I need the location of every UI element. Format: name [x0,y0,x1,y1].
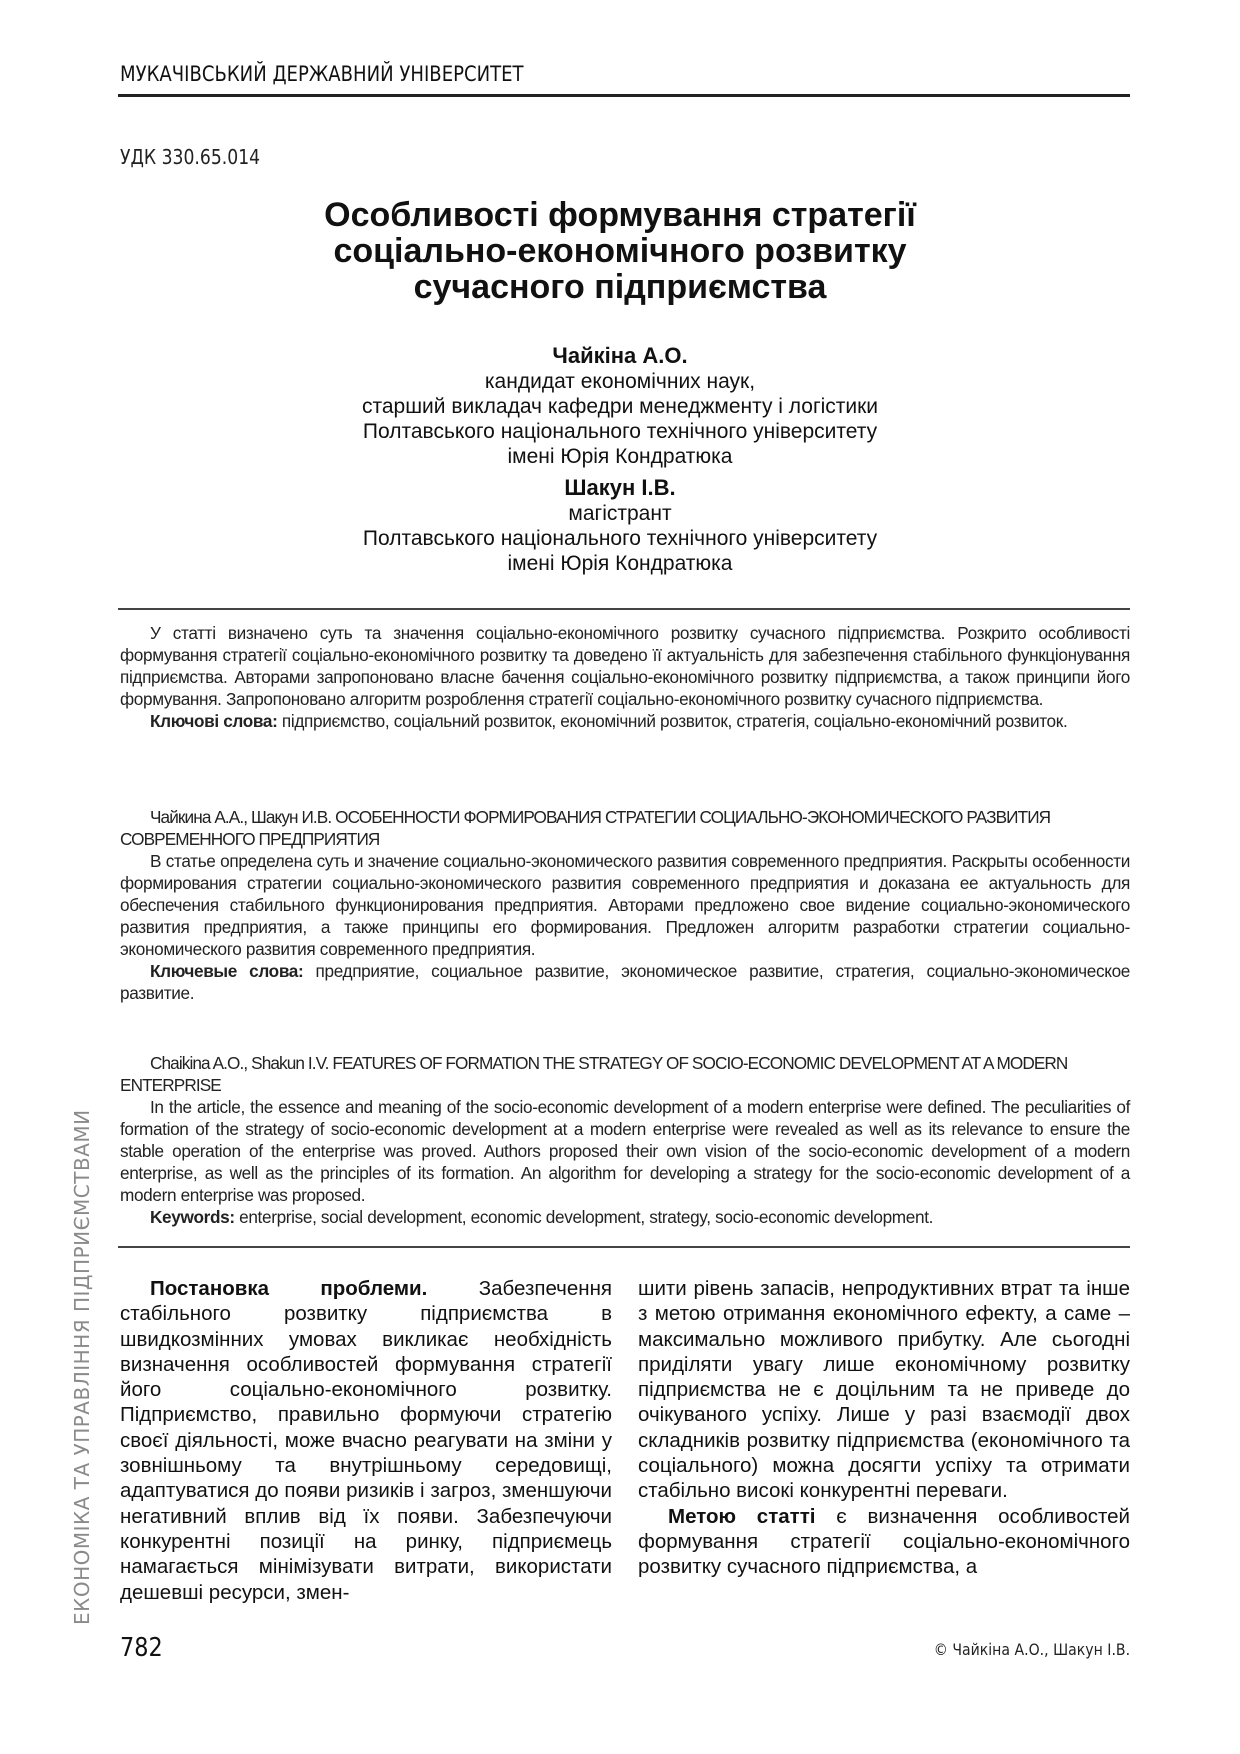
authors-block [240,343,1000,576]
keywords [120,710,1130,732]
abstract-english [120,1052,1130,1228]
copyright-notice: © Чайкіна А.О., Шакун І.В. [933,1640,1130,1659]
author-name: Шакун І.В. [564,475,676,500]
running-head: МУКАЧІВСЬКИЙ ДЕРЖАВНИЙ УНІВЕРСИТЕТ [120,62,524,86]
keywords-label: Ключові слова: [150,711,278,731]
keywords-list: предприятие, социальное развитие, экономическое развитие, стратегия, социально-экономическое развитие. [120,961,1130,1003]
author-affiliation: імені Юрія Кондратюка [507,552,733,575]
keywords-list: підприємство, соціальний розвиток, економічний розвиток, стратегія, соціально-економічний розвиток. [277,711,1068,731]
author-1 [240,343,1000,469]
paragraph [120,1276,612,1605]
page-number: 782 [120,1633,163,1663]
abstract-russian [120,806,1130,1004]
author-affiliation: кандидат економічних наук, [484,370,756,393]
abstract-text: In the article, the essence and meaning of the socio-economic development of a modern enterprise were defined. The peculiarities of formation of the strategy of socio-economic development at a modern enterprise were revealed as well as its relevance to ensure the stable operation of the enterprise was proved. Authors proposed their own vision of the socio-economic development of a modern enterprise, as well as the principles of its formation. An algorithm for developing a strategy for the socio-economic development of a modern enterprise was proposed. [120,1097,1130,1205]
author-2 [240,475,1000,576]
abstract-text: У статті визначено суть та значення соціально-економічного розвитку сучасного підприємства. Розкрито особливості формування стратегії соціально-економічного розвитку та доведено її актуальність для забезпечення стабільного функціонування підприємства. Авторами запропоновано власне бачення соціально-економічного розвитку підприємства, а також принципи його формування. Запропоновано алгоритм розроблення стратегії соціально-економічного розвитку сучасного підприємства. [120,623,1130,709]
keywords-label: Keywords: [150,1207,235,1227]
author-affiliation: магістрант [568,502,672,525]
body-right-column [638,1276,1130,1580]
abstract-bottom-rule [118,1246,1130,1248]
udk-code: УДК 330.65.014 [120,145,261,169]
article-title [240,197,1000,305]
title-line: Особливості формування стратегії [324,196,916,234]
abstract-ukrainian [120,622,1130,732]
header-rule [118,94,1130,97]
body-left-column [120,1276,612,1605]
paragraph-continuation: шити рівень запасів, непродуктивних втрат та інше з метою отримання економічного ефекту, а саме – максимально можливого прибутку. Але сьогодні приділяти увагу лише економічному розвитку підприємства не є доцільним та не приведе до очікуваного успіху. Лише у разі взаємодії двох складників розвитку підприємства (економічного та соціального) можна досягти успіху та отримати стабільно високі конкурентні переваги. [638,1277,1130,1503]
paragraph-text: є визначення особливостей формування стратегії соціально-економічного розвитку сучасного підприємства, а [638,1504,1130,1579]
section-lead: Постановка проблеми. [150,1277,428,1300]
section-lead: Метою статті [668,1504,816,1528]
author-affiliation: Полтавського національного технічного університету [362,420,878,443]
author-affiliation: старший викладач кафедри менеджменту і логістики [361,395,879,418]
reference-title: Chaikina A.O., Shakun I.V. FEATURES OF FORMATION THE STRATEGY OF SOCIO-ECONOMIC DEVELOPMENT AT A MODERN ENTERPRISE [120,1053,1068,1095]
title-line: соціально-економічного розвитку [333,232,907,270]
author-affiliation: Полтавського національного технічного університету [362,527,878,550]
section-side-label: ЕКОНОМІКА ТА УПРАВЛІННЯ ПІДПРИЄМСТВАМИ [70,1109,94,1625]
paragraph [638,1504,1130,1580]
reference-title: Чайкина А.А., Шакун И.В. ОСОБЕННОСТИ ФОРМИРОВАНИЯ СТРАТЕГИИ СОЦИАЛЬНО-ЭКОНОМИЧЕСКОГО РАЗВИТИЯ СОВРЕМЕННОГО ПРЕДПРИЯТИЯ [120,807,1051,849]
abstract-text: В статье определена суть и значение социально-экономического развития современного предприятия. Раскрыты особенности формирования стратегии социально-экономического развития современного предприятия и доказана ее актуальность для обеспечения стабильного функционирования предприятия. Авторами предложено свое видение социально-экономического развития предприятия, а также принципы его формирования. Предложен алгоритм разработки стратегии социально-экономического развития современного предприятия. [120,851,1130,959]
author-affiliation: імені Юрія Кондратюка [507,445,733,468]
title-line: сучасного підприємства [413,268,827,306]
abstract-top-rule [118,608,1130,610]
keywords [120,960,1130,1004]
keywords-list: enterprise, social development, economic development, strategy, socio-economic development. [234,1207,934,1227]
paragraph-text: Забезпечення стабільного розвитку підприємства в швидкозмінних умовах викликає необхідність визначення особливостей формування стратегії його соціально-економічного розвитку. Підприємство, правильно формуючи стратегію своєї діяльності, може вчасно реагувати на зміни у зовнішньому та внутрішньому середовищі, адаптуватися до появи ризиків і загроз, зменшуючи негативний вплив від їх появи. Забезпечуючи конкурентні позиції на ринку, підприємець намагається мінімізувати витрати, використати дешевші ресурси, змен- [120,1277,612,1604]
keywords-label: Ключевые слова: [150,961,304,981]
author-name: Чайкіна А.О. [552,343,688,368]
keywords [120,1206,1130,1228]
